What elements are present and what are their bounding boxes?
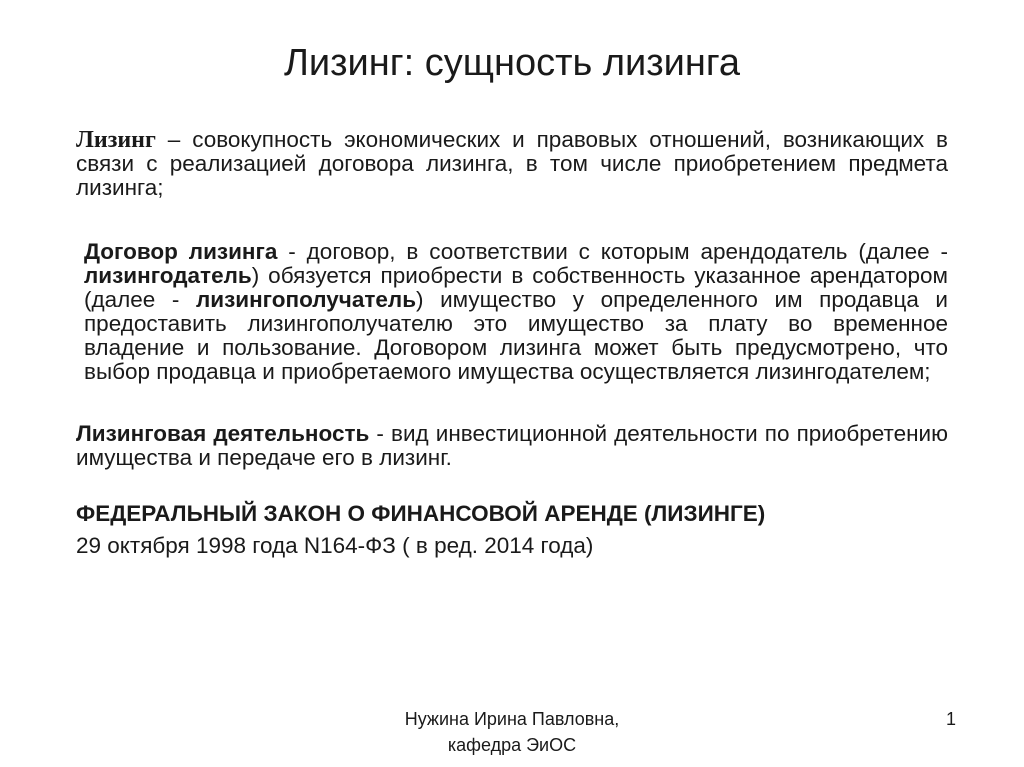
definition-leasing (76, 128, 948, 200)
footer-author: Нужина Ирина Павловна, (404, 709, 620, 729)
term-leasing-contract: Договор лизинга (84, 239, 278, 264)
slide-title: Лизинг: сущность лизинга (283, 42, 741, 84)
definition-activity-text: - вид инвестиционной деятельности по приобретению имущества и передаче его в лизинг. (76, 421, 948, 470)
law-title: ФЕДЕРАЛЬНЫЙ ЗАКОН О ФИНАНСОВОЙ АРЕНДЕ (ЛИЗИНГЕ) (76, 501, 766, 526)
term-leasing: Лизинг (76, 127, 156, 153)
law-date: 29 октября 1998 года N164-ФЗ ( в ред. 2014 года) (76, 533, 594, 558)
slide-content (76, 128, 948, 560)
definition-leasing-text: – совокупность экономических и правовых отношений, возникающих в связи с реализацией договора лизинга, в том числе приобретением предмета лизинга; (76, 127, 948, 200)
footer (0, 706, 1024, 758)
definition-leasing-contract (76, 240, 948, 384)
page-number: 1 (946, 709, 957, 729)
definition-contract-text-1: - договор, в соответствии с которым арендодатель (далее - (277, 239, 949, 264)
definition-leasing-activity (76, 422, 948, 470)
term-leasing-activity: Лизинговая деятельность (76, 421, 370, 446)
footer-department: кафедра ЭиОС (447, 735, 577, 755)
definition-contract-text-2: ) обязуется приобрести в собственность указанное арендатором (далее - (84, 263, 948, 312)
definition-contract-text-3: ) имущество у определенного им продавца и предоставить лизингополучателю это имущество за плату во временное владение и пользование. Договором лизинга может быть предусмотрено, что выбор продавца и приобретаемого имущества осуществляется лизингодателем; (84, 287, 948, 384)
term-lessee: лизингополучатель (195, 287, 417, 312)
term-lessor: лизингодатель (84, 263, 252, 288)
